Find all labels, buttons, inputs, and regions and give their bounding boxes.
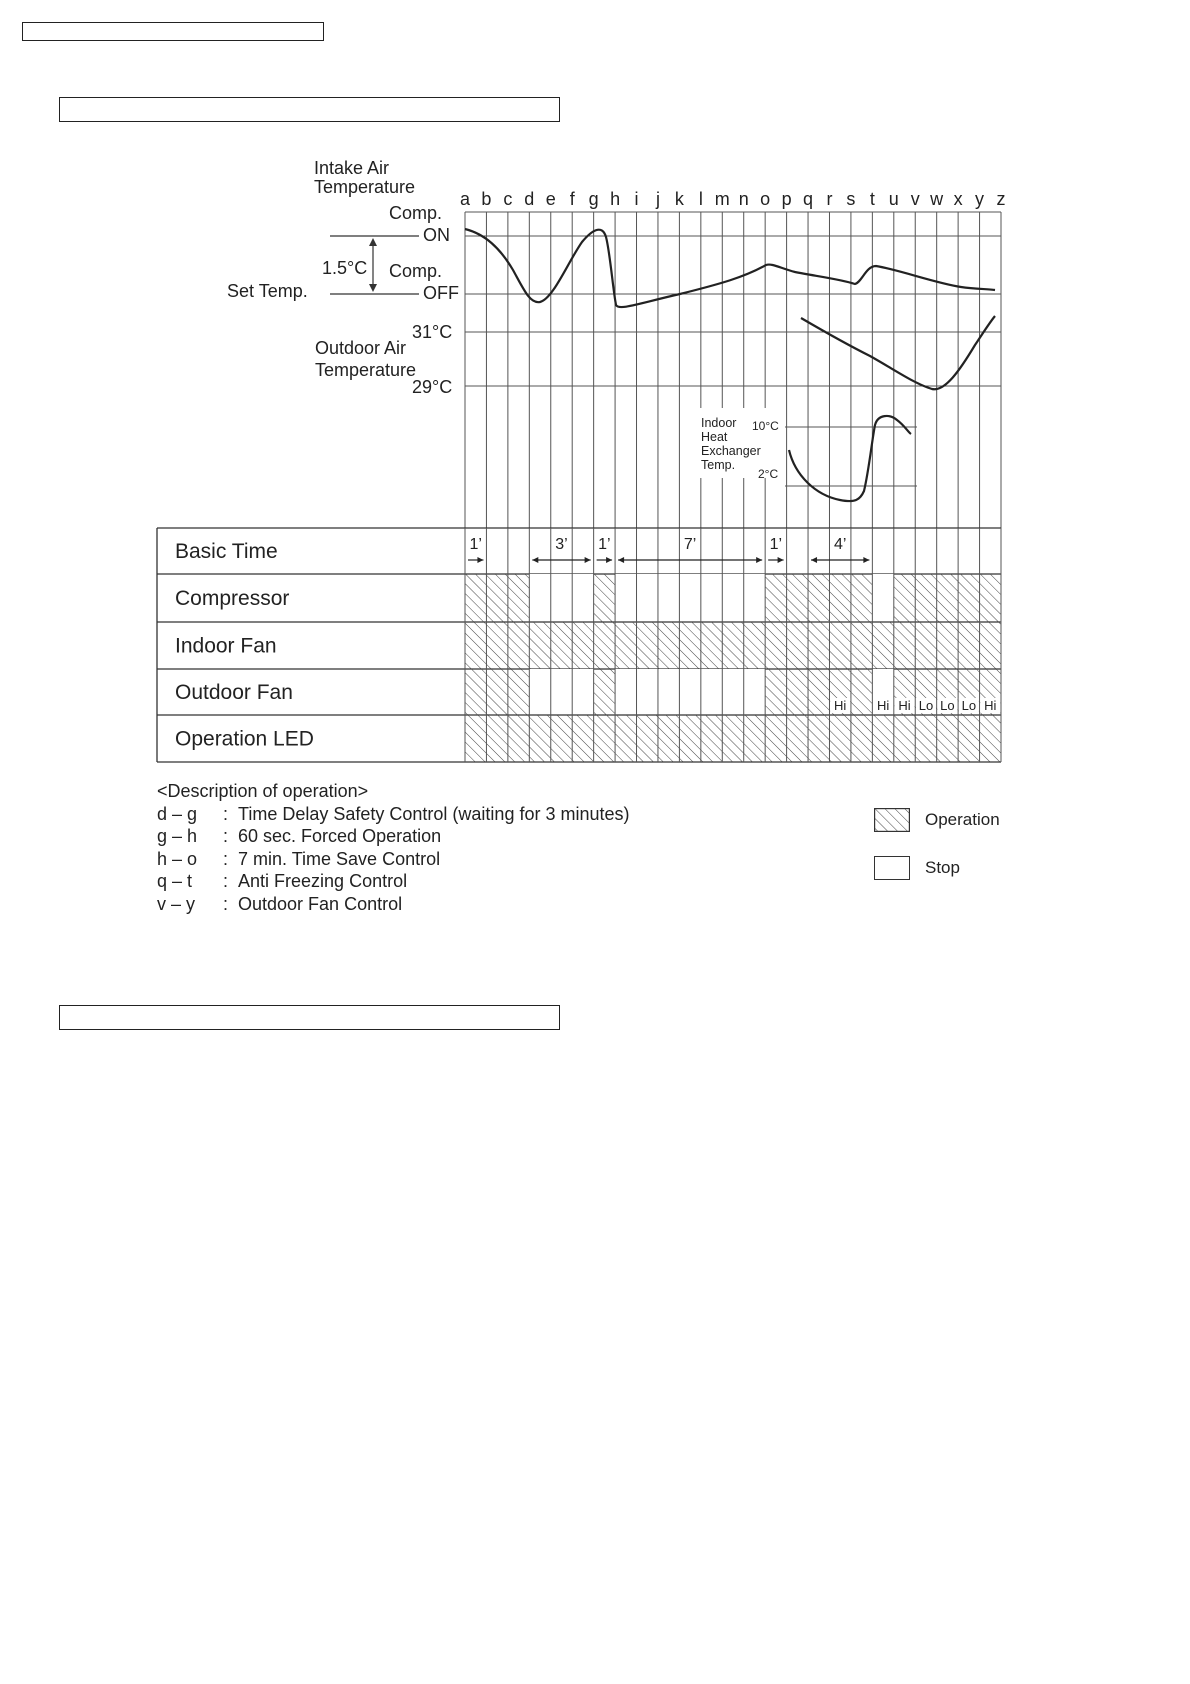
time-point-label: c	[503, 189, 513, 209]
basic-time-arrowhead	[606, 557, 612, 563]
description-code: h – o	[157, 848, 198, 869]
description-item	[157, 893, 630, 916]
basic-time-label: 3’	[555, 536, 568, 553]
basic-time-arrowhead	[756, 557, 762, 563]
hx-title-3: Exchanger	[701, 444, 761, 458]
hx-title-4: Temp.	[701, 458, 736, 472]
description-text: 60 sec. Forced Operation	[238, 826, 442, 847]
stop-cell	[701, 574, 722, 622]
basic-time-arrowhead	[618, 557, 624, 563]
time-point-label: y	[975, 189, 985, 209]
comp-on-label-1: Comp.	[389, 203, 443, 223]
fan-speed-label: Lo	[918, 698, 934, 713]
hx-title-1: Indoor	[701, 416, 737, 430]
hx-title-2: Heat	[701, 430, 728, 444]
delta-arrow-head-top	[369, 238, 377, 246]
comp-on-label-2: ON	[423, 225, 450, 245]
description-block	[157, 780, 630, 916]
legend-operation-label: Operation	[925, 810, 1000, 829]
stop-cell	[551, 574, 572, 622]
operation-cell	[508, 622, 529, 669]
operation-cell	[722, 715, 743, 762]
intake-title-1: Intake Air	[314, 158, 390, 178]
description-code: v – y	[157, 893, 196, 914]
operation-cell	[465, 622, 486, 669]
stop-cell	[658, 669, 679, 715]
fan-speed-label: Hi	[898, 698, 911, 713]
stop-cell	[615, 669, 636, 715]
comp-off-label-1: Comp.	[389, 261, 443, 281]
operation-cell	[808, 715, 829, 762]
time-point-label: n	[738, 189, 749, 209]
description-text: 7 min. Time Save Control	[238, 848, 441, 869]
time-point-label: x	[953, 189, 963, 209]
stop-cell	[572, 669, 593, 715]
operation-cell	[980, 715, 1001, 762]
stop-cell	[744, 669, 765, 715]
hx-lo-label: 2°C	[758, 467, 779, 481]
time-point-label: q	[803, 189, 814, 209]
basic-time-arrowhead	[811, 557, 817, 563]
operation-cell	[637, 715, 658, 762]
operation-cell	[851, 669, 872, 715]
description-heading: <Description of operation>	[157, 781, 369, 801]
fan-speed-label: Lo	[940, 698, 955, 713]
stop-cell	[872, 574, 893, 622]
operation-cell	[701, 715, 722, 762]
operation-cell	[829, 715, 850, 762]
fan-speed-label: Hi	[984, 698, 997, 713]
operation-cell	[551, 715, 572, 762]
basic-time-arrowhead	[778, 557, 784, 563]
operation-cell	[486, 669, 507, 715]
operation-cell	[594, 715, 615, 762]
outdoor-hi-label: 31°C	[412, 322, 453, 342]
operation-cell	[465, 669, 486, 715]
operation-cell	[787, 622, 808, 669]
time-point-label: h	[610, 189, 621, 209]
time-point-label: u	[888, 189, 899, 209]
intake-title-2: Temperature	[314, 177, 416, 197]
operation-cell	[765, 715, 786, 762]
operation-cell	[851, 574, 872, 622]
set-temp-label: Set Temp.	[227, 281, 308, 301]
operation-cell	[679, 715, 700, 762]
time-point-label: w	[930, 189, 944, 209]
stop-cell	[572, 574, 593, 622]
description-item	[157, 803, 630, 826]
legend-stop-swatch	[874, 856, 910, 880]
operation-cell	[744, 715, 765, 762]
time-point-label: j	[655, 189, 660, 209]
operation-cell	[615, 715, 636, 762]
basic-time-arrowhead	[532, 557, 538, 563]
fan-speed-label: Hi	[876, 698, 890, 713]
stop-cell	[637, 574, 658, 622]
operation-cell	[937, 715, 958, 762]
operation-cell	[465, 574, 486, 622]
basic-time-label: 1’	[769, 536, 783, 553]
stop-cell	[529, 574, 550, 622]
delta-arrow-head-bottom	[369, 284, 377, 292]
operation-cell	[529, 622, 550, 669]
legend-operation-swatch	[874, 808, 910, 832]
operation-cell	[486, 574, 507, 622]
operation-cell	[679, 622, 700, 669]
time-point-label: a	[459, 189, 471, 209]
time-point-label: e	[545, 189, 556, 209]
basic-time-arrowhead	[863, 557, 869, 563]
legend-stop-label: Stop	[925, 858, 960, 877]
description-sep: :	[223, 826, 239, 847]
description-text: Outdoor Fan Control	[238, 893, 403, 914]
time-point-label: s	[846, 189, 856, 209]
operation-cell	[658, 715, 679, 762]
time-point-label: d	[524, 189, 535, 209]
operation-cell	[958, 715, 979, 762]
stop-cell	[551, 669, 572, 715]
operation-cell	[465, 715, 486, 762]
operation-cell	[829, 574, 850, 622]
basic-time-label: 1’	[469, 536, 482, 553]
stop-cell	[658, 574, 679, 622]
operation-cell	[915, 715, 936, 762]
description-sep: :	[223, 848, 239, 869]
fan-speed-label: Hi	[834, 698, 847, 713]
operation-cell	[980, 574, 1001, 622]
time-point-label: b	[481, 189, 492, 209]
operation-cell	[765, 669, 786, 715]
operation-cell	[594, 669, 615, 715]
operation-cell	[722, 622, 743, 669]
stop-cell	[529, 669, 550, 715]
time-point-label: z	[996, 189, 1006, 209]
time-point-label: l	[698, 189, 703, 209]
operation-cell	[765, 574, 786, 622]
stop-cell	[722, 669, 743, 715]
operation-cell	[980, 622, 1001, 669]
operation-cell	[529, 715, 550, 762]
description-text: Anti Freezing Control	[238, 871, 408, 892]
time-point-label: g	[588, 189, 599, 209]
operation-cell	[872, 622, 893, 669]
basic-time-label: 4’	[833, 536, 847, 553]
operation-cell	[829, 622, 850, 669]
heat-exchanger-temperature-curve	[789, 416, 911, 501]
section-title-box-2	[59, 1005, 560, 1030]
outdoor-title-2: Temperature	[315, 360, 417, 380]
stop-cell	[679, 669, 700, 715]
time-point-label: i	[634, 189, 639, 209]
operation-cell	[508, 574, 529, 622]
operation-cell	[486, 715, 507, 762]
time-point-label: p	[781, 189, 792, 209]
operation-cell	[915, 574, 936, 622]
operation-cell	[894, 574, 915, 622]
stop-cell	[701, 669, 722, 715]
description-item	[157, 870, 630, 893]
delta-label: 1.5°C	[322, 258, 368, 278]
operation-cell	[808, 574, 829, 622]
basic-time-arrowhead	[585, 557, 591, 563]
operation-cell	[958, 574, 979, 622]
operation-cell	[572, 715, 593, 762]
description-item	[157, 825, 630, 848]
stop-cell	[637, 669, 658, 715]
operation-cell	[594, 622, 615, 669]
timing-row-label: Compressor	[175, 587, 290, 610]
time-point-label: f	[569, 189, 575, 209]
description-code: q – t	[157, 871, 193, 892]
timing-row-label: Basic Time	[175, 540, 278, 563]
outdoor-lo-label: 29°C	[412, 377, 453, 397]
operation-cell	[894, 715, 915, 762]
operation-cell	[508, 669, 529, 715]
time-point-label: o	[760, 189, 771, 209]
operation-cell	[851, 622, 872, 669]
description-sep: :	[223, 893, 239, 914]
description-item	[157, 848, 630, 871]
operation-cell	[744, 622, 765, 669]
time-point-label: t	[869, 189, 875, 209]
description-code: d – g	[157, 803, 198, 824]
operation-cell	[937, 574, 958, 622]
operation-cell	[787, 669, 808, 715]
operation-cell	[658, 622, 679, 669]
operation-cell	[508, 715, 529, 762]
timing-row-label: Indoor Fan	[175, 634, 277, 658]
operation-cell	[808, 622, 829, 669]
operation-cell	[551, 622, 572, 669]
operation-cell	[594, 574, 615, 622]
basic-time-label: 1’	[598, 536, 611, 553]
operation-cell	[637, 622, 658, 669]
description-sep: :	[223, 871, 239, 892]
time-point-label: m	[714, 189, 730, 209]
timing-row-label: Outdoor Fan	[175, 681, 293, 704]
stop-cell	[679, 574, 700, 622]
time-point-label: r	[826, 189, 833, 209]
description-code: g – h	[157, 826, 198, 847]
basic-time-arrowhead	[477, 557, 483, 563]
basic-time-label: 7’	[683, 536, 697, 553]
operation-cell	[787, 715, 808, 762]
operation-cell	[894, 622, 915, 669]
operation-cell	[765, 622, 786, 669]
operation-cell	[486, 622, 507, 669]
comp-off-label-2: OFF	[423, 283, 459, 303]
stop-cell	[744, 574, 765, 622]
description-text: Time Delay Safety Control (waiting for 3 minutes)	[238, 803, 630, 824]
operation-cell	[851, 715, 872, 762]
description-sep: :	[223, 803, 239, 824]
operation-cell	[615, 622, 636, 669]
fan-speed-label: Lo	[961, 698, 977, 713]
operation-cell	[937, 622, 958, 669]
operation-cell	[572, 622, 593, 669]
operation-cell	[701, 622, 722, 669]
stop-cell	[722, 574, 743, 622]
hx-hi-label: 10°C	[752, 419, 779, 433]
operation-cell	[872, 715, 893, 762]
operation-cell	[808, 669, 829, 715]
timing-row-label: Operation LED	[175, 727, 314, 751]
time-point-label: v	[910, 189, 920, 209]
outdoor-temperature-curve	[801, 316, 995, 389]
operation-cell	[915, 622, 936, 669]
outdoor-title-1: Outdoor Air	[315, 338, 407, 358]
stop-cell	[615, 574, 636, 622]
operation-cell	[958, 622, 979, 669]
time-point-label: k	[674, 189, 684, 209]
operation-cell	[787, 574, 808, 622]
